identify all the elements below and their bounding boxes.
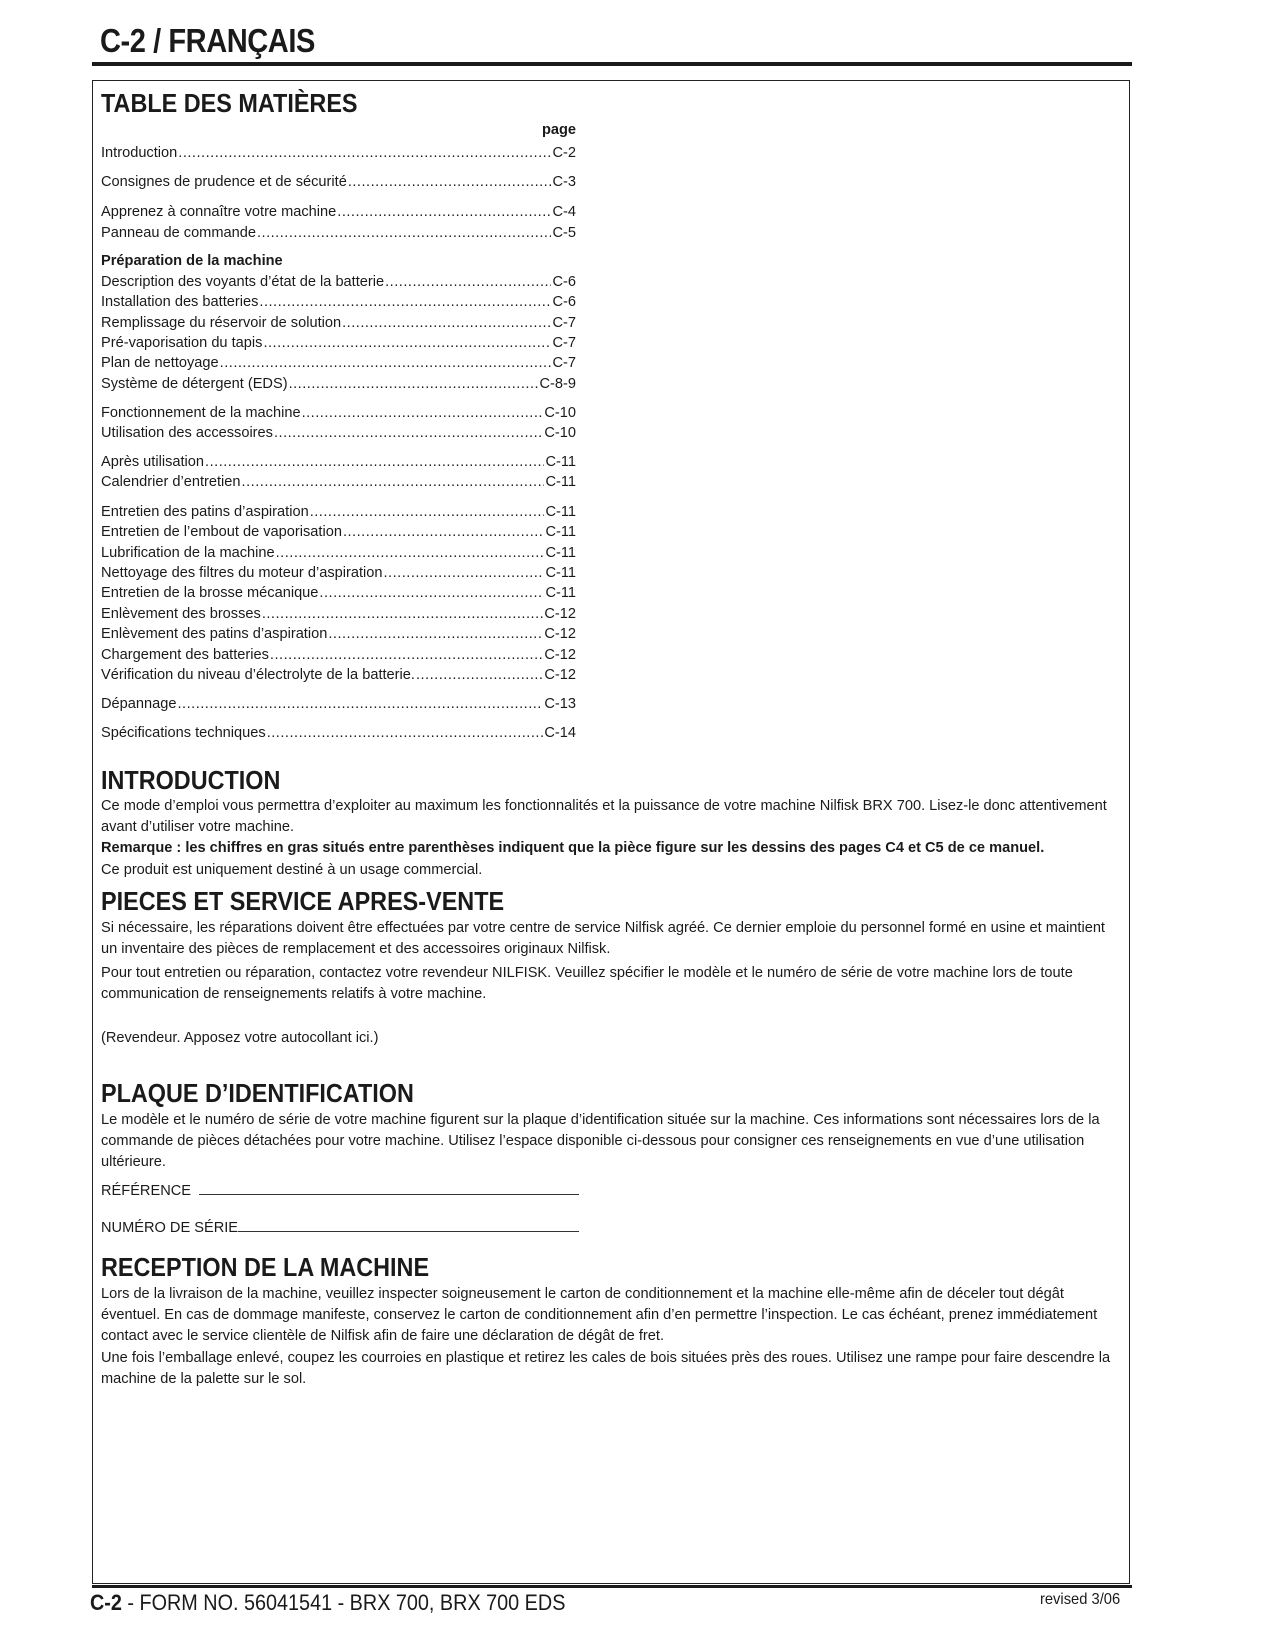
toc-leader [263, 333, 551, 354]
toc-entry-title: Système de détergent (EDS) [101, 376, 288, 392]
toc-entry-page: C-6 [552, 274, 576, 290]
reference-input-line[interactable] [199, 1180, 579, 1195]
toc-entry[interactable] [101, 723, 576, 744]
toc-leader [242, 472, 545, 493]
footer-page-number: C-2 [90, 1590, 122, 1615]
toc-entry[interactable] [101, 624, 576, 645]
introduction-paragraph: Ce mode d’emploi vous permettra d’exploiter au maximum les fonctionnalités et la puissance de votre machine Nilfisk BRX 700. Lisez-le donc attentivement avant d’utiliser votre machine. [101, 798, 1107, 836]
toc-entry-title: Description des voyants d’état de la batterie [101, 274, 385, 290]
footer-rule [92, 1585, 1132, 1588]
footer-revision: revised 3/06 [1039, 1591, 1120, 1608]
toc-entry[interactable] [101, 272, 576, 293]
toc-entry-page: C-12 [544, 667, 576, 683]
toc-entry-page: C-3 [552, 174, 576, 190]
toc-leader [302, 403, 544, 424]
introduction-section [101, 796, 1121, 881]
footer-form-text: - FORM NO. 56041541 - BRX 700, BRX 700 EDS [121, 1590, 566, 1615]
toc-entry[interactable] [101, 543, 576, 564]
toc-entry-page: C-13 [544, 696, 576, 712]
toc-leader [342, 313, 551, 334]
toc-entry-page: C-4 [552, 204, 576, 220]
introduction-note: Remarque : les chiffres en gras situés entre parenthèses indiquent que la pièce figure sur les dessins des pages C4 et C5 de ce manuel. [101, 840, 1045, 857]
reception-paragraph-1: Lors de la livraison de la machine, veuillez inspecter soigneusement le carton de conditionnement et la machine elle-même afin de déceler tout dégât éventuel. En cas de dommage manifeste, conservez le carton de conditionnement afin d’en permettre l’inspection. Le cas échéant, prenez immédiatement contact avec le service clientèle de Nilfisk afin de faire une déclaration de dégât de fret. [101, 1286, 1098, 1345]
reference-field[interactable] [101, 1180, 579, 1202]
toc-entry-title: Apprenez à connaître votre machine [101, 204, 337, 220]
toc-entry-title: Après utilisation [101, 454, 205, 470]
toc-leader [259, 292, 551, 313]
toc-entry-page: C-2 [552, 145, 576, 161]
toc-entry-title: Fonctionnement de la machine [101, 405, 301, 421]
toc-leader [385, 272, 551, 293]
toc-leader [205, 452, 544, 473]
toc-entry[interactable] [101, 665, 576, 686]
toc-entry-title: Consignes de prudence et de sécurité [101, 174, 347, 190]
toc-leader [337, 202, 551, 223]
toc-entry-page: C-5 [552, 225, 576, 241]
toc-entry-page: C-11 [545, 474, 576, 490]
toc-entry-title: Remplissage du réservoir de solution [101, 315, 342, 331]
toc-entry[interactable] [101, 563, 576, 584]
reception-paragraph-2: Une fois l’emballage enlevé, coupez les courroies en plastique et retirez les cales de bois situées près des roues. Utilisez une rampe pour faire descendre la machine de la palette sur le sol. [101, 1349, 1111, 1387]
toc-entry[interactable] [101, 333, 576, 354]
toc-leader [343, 522, 544, 543]
serial-number-input-line[interactable] [238, 1217, 579, 1232]
toc-entry[interactable] [101, 223, 576, 244]
dealer-sticker-note: (Revendeur. Apposez votre autocollant ici.) [101, 1030, 379, 1046]
toc-entry[interactable] [101, 353, 576, 374]
toc-entry[interactable] [101, 423, 576, 444]
toc-entry-page: C-12 [544, 647, 576, 663]
toc-entry[interactable] [101, 583, 576, 604]
toc-entry-title: Installation des batteries [101, 294, 259, 310]
toc-entry-page: C-7 [552, 355, 576, 371]
toc-entry-title: Enlèvement des patins d’aspiration [101, 626, 328, 642]
toc-leader [348, 172, 552, 193]
toc-entry-page: C-12 [544, 606, 576, 622]
toc-entry-title: Dépannage [101, 696, 177, 712]
page-header-title: C-2 / FRANÇAIS [100, 22, 315, 59]
parts-service-paragraph-1: Si nécessaire, les réparations doivent être effectuées par votre centre de service Nilfisk agréé. Ce dernier emploie du personnel formé en usine et maintient un inventaire des pièces de remplacement et des accessoires originaux Nilfisk. [101, 920, 1105, 958]
toc-entry[interactable] [101, 202, 576, 223]
toc-entry-page: C-11 [545, 545, 576, 561]
reception-section [101, 1284, 1121, 1390]
toc-leader [416, 665, 543, 686]
toc-entry[interactable] [101, 604, 576, 625]
toc-entry-title: Calendrier d’entretien [101, 474, 241, 490]
toc-entry[interactable] [101, 313, 576, 334]
toc-entry[interactable] [101, 452, 576, 473]
reference-label: RÉFÉRENCE [101, 1183, 192, 1199]
toc-entry-title: Entretien de la brosse mécanique [101, 585, 319, 601]
toc-entry-title: Plan de nettoyage [101, 355, 219, 371]
toc-leader [177, 694, 543, 715]
toc-leader [319, 583, 544, 604]
nameplate-paragraph: Le modèle et le numéro de série de votre machine figurent sur la plaque d’identification située sur la machine. Ces informations sont nécessaires lors de la commande de pièces détachées pour votre machine. Utilisez l’espace disponible ci-dessous pour consigner ces renseignements en vue d’une utilisation ultérieure. [101, 1112, 1100, 1171]
toc-leader [310, 502, 545, 523]
toc-entry[interactable] [101, 172, 576, 193]
toc-entry[interactable] [101, 403, 576, 424]
serial-number-field[interactable] [101, 1217, 579, 1239]
toc-entry-page: C-14 [544, 725, 576, 741]
toc-entry-page: C-11 [545, 524, 576, 540]
toc-leader [289, 374, 539, 395]
toc-heading: TABLE DES MATIÈRES [101, 88, 358, 118]
toc-entry-page: C-7 [552, 335, 576, 351]
toc-entry-title: Panneau de commande [101, 225, 256, 241]
toc-entry-page: C-11 [545, 565, 576, 581]
toc-entry-page: C-7 [552, 315, 576, 331]
toc-entry-title: Introduction [101, 145, 178, 161]
toc-leader [276, 543, 545, 564]
toc-entry[interactable] [101, 292, 576, 313]
toc-entry-page: C-11 [545, 585, 576, 601]
toc-entry-title: Vérification du niveau d’électrolyte de la batterie. [101, 667, 415, 683]
toc-page-column-label: page [541, 122, 576, 138]
toc-entry-page: C-8-9 [539, 376, 576, 392]
toc-entry-title: Entretien de l’embout de vaporisation [101, 524, 342, 540]
toc-leader [384, 563, 545, 584]
toc-entry-title: Enlèvement des brosses [101, 606, 261, 622]
parts-service-paragraph-2: Pour tout entretien ou réparation, contactez votre revendeur NILFISK. Veuillez spécifier le modèle et le numéro de série de votre machine lors de toute communication de renseignements relatifs à votre machine. [101, 965, 1073, 1003]
toc-leader [257, 223, 552, 244]
toc-leader [220, 353, 552, 374]
nameplate-heading: PLAQUE D’IDENTIFICATION [101, 1078, 414, 1108]
toc-entry-title: Utilisation des accessoires [101, 425, 273, 441]
toc-entry-page: C-10 [544, 425, 576, 441]
toc-entry-page: C-12 [544, 626, 576, 642]
toc-entry-title: Spécifications techniques [101, 725, 266, 741]
toc-leader [274, 423, 543, 444]
toc-entry-title: Lubrification de la machine [101, 545, 275, 561]
toc-entry[interactable] [101, 694, 576, 715]
toc-entry[interactable] [101, 522, 576, 543]
toc-leader [178, 143, 551, 164]
toc-entry-title: Pré-vaporisation du tapis [101, 335, 263, 351]
toc-leader [328, 624, 543, 645]
toc-entry-page: C-6 [552, 294, 576, 310]
toc-entry[interactable] [101, 143, 576, 164]
toc-entry[interactable] [101, 502, 576, 523]
footer-form-number [90, 1590, 565, 1616]
toc-leader [270, 645, 543, 666]
toc-entry-page: C-11 [545, 454, 576, 470]
toc-entry[interactable] [101, 645, 576, 666]
introduction-commercial-use: Ce produit est uniquement destiné à un usage commercial. [101, 861, 483, 878]
toc-leader [262, 604, 544, 625]
toc-entry[interactable] [101, 472, 576, 493]
toc-entry-page: C-10 [544, 405, 576, 421]
toc-leader [267, 723, 544, 744]
toc-entry-title: Nettoyage des filtres du moteur d’aspiration [101, 565, 383, 581]
toc-entry[interactable] [101, 374, 576, 395]
toc-group-label: Préparation de la machine [101, 253, 283, 269]
parts-service-heading: PIECES ET SERVICE APRES-VENTE [101, 886, 505, 916]
toc-entry-page: C-11 [545, 504, 576, 520]
toc-entry-title: Chargement des batteries [101, 647, 269, 663]
header-rule [92, 62, 1132, 66]
serial-number-label: NUMÉRO DE SÉRIE [101, 1220, 239, 1236]
toc-entry-title: Entretien des patins d’aspiration [101, 504, 309, 520]
reception-heading: RECEPTION DE LA MACHINE [101, 1252, 430, 1282]
introduction-heading: INTRODUCTION [101, 765, 281, 795]
